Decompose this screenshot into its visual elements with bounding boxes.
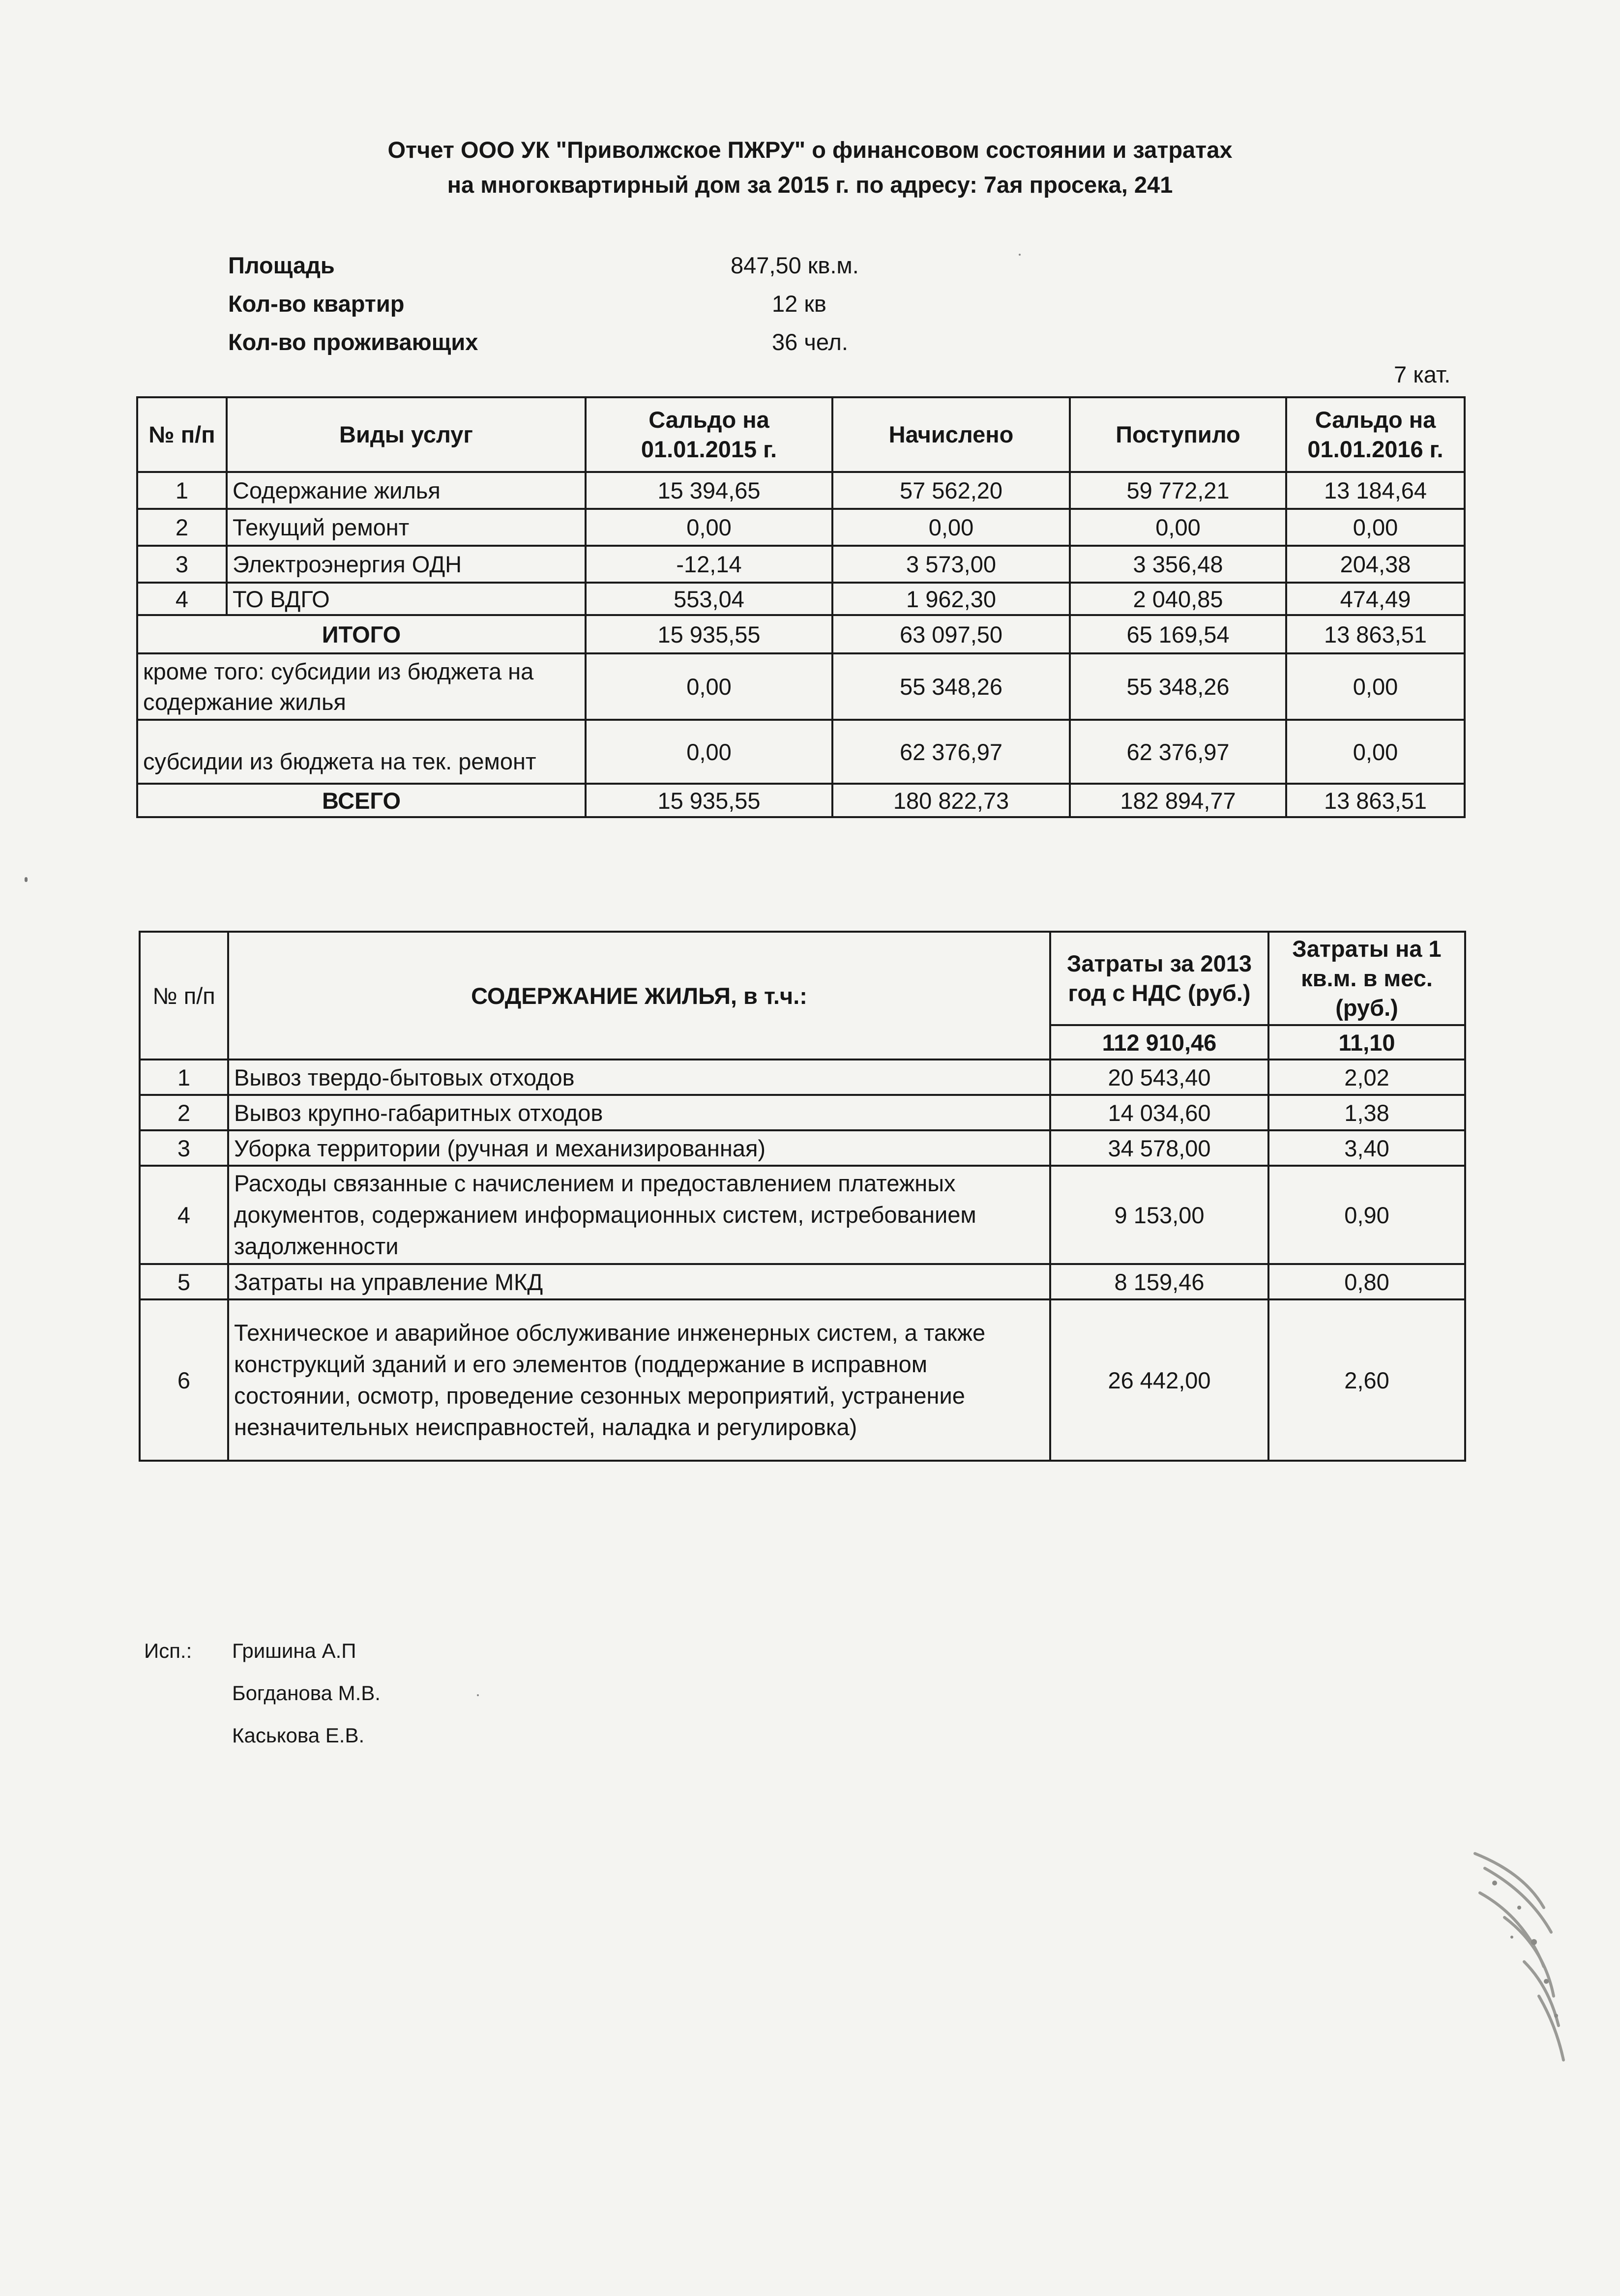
cell: 0,00 — [586, 509, 832, 546]
col-header-received: Поступило — [1070, 397, 1286, 472]
cell: 20 543,40 — [1050, 1060, 1268, 1095]
executors-label: Исп.: — [144, 1639, 192, 1662]
cell: 55 348,26 — [832, 653, 1070, 720]
cell: -12,14 — [586, 546, 832, 583]
cell: 8 159,46 — [1050, 1264, 1268, 1299]
cell: 0,00 — [1286, 509, 1465, 546]
cell: 4 — [140, 1166, 228, 1264]
cell: 0,00 — [832, 509, 1070, 546]
cell: 3 — [140, 1130, 228, 1166]
cell: Уборка территории (ручная и механизированная) — [228, 1130, 1050, 1166]
cell: 26 442,00 — [1050, 1299, 1268, 1461]
table-row — [140, 1299, 1465, 1461]
cell: 13 184,64 — [1286, 472, 1465, 509]
cell: 0,90 — [1268, 1166, 1465, 1264]
cell: Электроэнергия ОДН — [227, 546, 586, 583]
col-header-num: № п/п — [140, 932, 228, 1060]
executor-name: Гришина А.П — [232, 1639, 356, 1662]
cell: 62 376,97 — [1070, 720, 1286, 784]
subsidy-repair-label: субсидии из бюджета на тек. ремонт — [137, 720, 586, 784]
cell: Вывоз крупно-габаритных отходов — [228, 1095, 1050, 1130]
cell: 4 — [137, 583, 227, 615]
table-row — [140, 1060, 1465, 1095]
executor-name: Богданова М.В. — [232, 1681, 381, 1705]
col-header-charged: Начислено — [832, 397, 1070, 472]
stamp-smudge-mark — [1465, 1839, 1613, 2085]
cell: 0,00 — [1286, 653, 1465, 720]
cell: 1 — [140, 1060, 228, 1095]
table-row — [140, 1264, 1465, 1299]
cell: 6 — [140, 1299, 228, 1461]
cell: 0,00 — [586, 653, 832, 720]
apartments-label: Кол-во квартир — [228, 291, 405, 317]
table-row — [140, 1095, 1465, 1130]
cell: 3,40 — [1268, 1130, 1465, 1166]
table-row — [137, 546, 1465, 583]
finance-table — [136, 396, 1466, 818]
cell: 1 — [137, 472, 227, 509]
itogo-label: ИТОГО — [137, 615, 586, 653]
total-annual-cost: 112 910,46 — [1050, 1025, 1268, 1060]
cell: 2 — [137, 509, 227, 546]
cell: 1,38 — [1268, 1095, 1465, 1130]
cell: 553,04 — [586, 583, 832, 615]
cell: 62 376,97 — [832, 720, 1070, 784]
report-title-line1: Отчет ООО УК "Приволжское ПЖРУ" о финансовом состоянии и затратах — [387, 137, 1233, 163]
area-label: Площадь — [228, 252, 335, 278]
cell: 59 772,21 — [1070, 472, 1286, 509]
cell: 474,49 — [1286, 583, 1465, 615]
cell: 5 — [140, 1264, 228, 1299]
scan-dot — [1019, 254, 1021, 256]
table-row — [137, 509, 1465, 546]
total-cost-per-sqm: 11,10 — [1268, 1025, 1465, 1060]
vsego-row — [137, 784, 1465, 817]
vsego-label: ВСЕГО — [137, 784, 586, 817]
subsidy-maintenance-label: кроме того: субсидии из бюджета на содержание жилья — [137, 653, 586, 720]
cell: 3 — [137, 546, 227, 583]
cell: 2,60 — [1268, 1299, 1465, 1461]
table-header-row — [137, 397, 1465, 472]
cell: Расходы связанные с начислением и предоставлением платежных документов, содержанием информационных систем, истребованием задолженности — [228, 1166, 1050, 1264]
maintenance-cost-table — [139, 931, 1466, 1462]
cell: Текущий ремонт — [227, 509, 586, 546]
cell: 180 822,73 — [832, 784, 1070, 817]
table-header-row — [140, 932, 1465, 1025]
table-row — [137, 583, 1465, 615]
cell: 2 — [140, 1095, 228, 1130]
cell: 2 040,85 — [1070, 583, 1286, 615]
scan-dot — [25, 877, 28, 882]
table-row — [137, 472, 1465, 509]
cell: 182 894,77 — [1070, 784, 1286, 817]
cell: Техническое и аварийное обслуживание инженерных систем, а также конструкций зданий и его элементов (поддержание в исправном состоянии, осмотр, проведение сезонных мероприятий, устранение незначительных неисправностей, наладка и регулировка) — [228, 1299, 1050, 1461]
cell: 0,00 — [1286, 720, 1465, 784]
cell: 0,00 — [1070, 509, 1286, 546]
cell: 1 962,30 — [832, 583, 1070, 615]
cell: 2,02 — [1268, 1060, 1465, 1095]
residents-label: Кол-во проживающих — [228, 329, 478, 355]
subsidy-maintenance-row — [137, 653, 1465, 720]
table-row — [140, 1130, 1465, 1166]
cell: 204,38 — [1286, 546, 1465, 583]
table-row — [140, 1166, 1465, 1264]
cell: 65 169,54 — [1070, 615, 1286, 653]
cell: 14 034,60 — [1050, 1095, 1268, 1130]
cell: 0,80 — [1268, 1264, 1465, 1299]
cell: Вывоз твердо-бытовых отходов — [228, 1060, 1050, 1095]
cell: 3 356,48 — [1070, 546, 1286, 583]
cell: Затраты на управление МКД — [228, 1264, 1050, 1299]
area-value: 847,50 кв.м. — [731, 252, 859, 278]
scan-dot — [477, 1694, 479, 1696]
cell: 9 153,00 — [1050, 1166, 1268, 1264]
category-label: 7 кат. — [1394, 361, 1451, 387]
cell: 15 394,65 — [586, 472, 832, 509]
cell: 15 935,55 — [586, 784, 832, 817]
apartments-value: 12 кв — [772, 291, 826, 317]
cell: 34 578,00 — [1050, 1130, 1268, 1166]
col-header-maintenance: СОДЕРЖАНИЕ ЖИЛЬЯ, в т.ч.: — [228, 932, 1050, 1060]
cell: 63 097,50 — [832, 615, 1070, 653]
subsidy-repair-row — [137, 720, 1465, 784]
cell: ТО ВДГО — [227, 583, 586, 615]
col-header-cost-per-sqm: Затраты на 1 кв.м. в мес. (руб.) — [1268, 932, 1465, 1025]
cell: 55 348,26 — [1070, 653, 1286, 720]
col-header-balance-start: Сальдо на 01.01.2015 г. — [586, 397, 832, 472]
itogo-row — [137, 615, 1465, 653]
cell: 3 573,00 — [832, 546, 1070, 583]
cell: 0,00 — [586, 720, 832, 784]
col-header-num: № п/п — [137, 397, 227, 472]
cell: 57 562,20 — [832, 472, 1070, 509]
cell: Содержание жилья — [227, 472, 586, 509]
cell: 13 863,51 — [1286, 615, 1465, 653]
cell: 15 935,55 — [586, 615, 832, 653]
col-header-balance-end: Сальдо на 01.01.2016 г. — [1286, 397, 1465, 472]
report-title-line2: на многоквартирный дом за 2015 г. по адресу: 7ая просека, 241 — [447, 172, 1173, 198]
cell: 13 863,51 — [1286, 784, 1465, 817]
residents-value: 36 чел. — [772, 329, 848, 355]
col-header-annual-cost: Затраты за 2013 год с НДС (руб.) — [1050, 932, 1268, 1025]
executor-name: Каськова Е.В. — [232, 1724, 365, 1747]
col-header-service: Виды услуг — [227, 397, 586, 472]
